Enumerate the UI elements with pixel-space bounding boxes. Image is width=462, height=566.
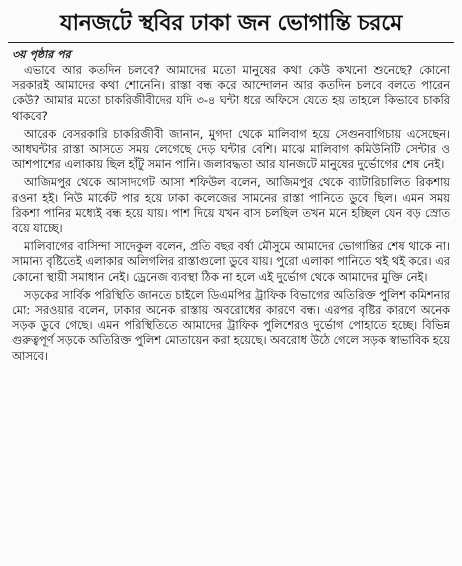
continued-from-label: ৩য় পৃষ্ঠার পর xyxy=(12,48,71,61)
paragraph-3: আজিমপুর থেকে আসাদগেট আসা শফিউল বলেন, আজিমপুর থেকে ব্যাটারিচালিত রিকশায় রওনা হই। নিউ মার্কেট পার হয়ে ঢাকা কলেজের সামনের রাস্তা পানিতে ডুবে ছিল। এমন সময় রিকশা পানির মধ্যেই বন্ধ হয়ে যায়। পাশ দিয়ে যখন বাস চলছিল তখন মনে হচ্ছিল যেন বড় স্রোত বয়ে যাচ্ছে। xyxy=(12,175,450,236)
paragraph-1: এভাবে আর কতদিন চলবে? আমাদের মতো মানুষের কথা কেউ কখনো শুনেছে? কোনো সরকারই আমাদের কথা শোনেনি। রাস্তা বন্ধ করে আন্দোলন আর কতদিন চলবে বলতে পারেন কেউ? আমার মতো চাকরিজীবীদের যদি ৩-৪ ঘন্টা ধরে অফিসে যেতে হয় তাহলে কিভাবে চাকরি থাকবে? xyxy=(12,63,450,123)
paragraph-4: মালিবাগের বাসিন্দা সাদেকুল বলেন, প্রতি বছর বর্ষা মৌসুমে আমাদের ভোগান্তির শেষ থাকে না। সামান্য বৃষ্টিতেই এলাকার অলিগলির রাস্তাগুলো ডুবে যায়। পুরো এলাকা পানিতে থই থই করে। এর কোনো স্থায়ী সমাধান নেই। ড্রেনেজ ব্যবস্থা ঠিক না হলে এই দুর্ভোগ থেকে আমাদের মুক্তি নেই। xyxy=(12,239,450,284)
paragraph-5: সড়কের সার্বিক পরিস্থিতি জানতে চাইলে ডিএমপির ট্রাফিক বিভাগের অতিরিক্ত পুলিশ কমিশনার মো: সরওয়ার বলেন, ঢাকার অনেক রাস্তায় অবরোধের কারণে বন্ধ। এরপর বৃষ্টির কারণে অনেক সড়ক ডুবে গেছে। এমন পরিস্থিতিতে আমাদের ট্রাফিক পুলিশেরও দুর্ভোগ পোহাতে হচ্ছে। বিভিন্ন গুরুত্বপূর্ণ সড়কে অতিরিক্ত পুলিশ মোতায়েন করা হয়েছে। অবরোধ উঠে গেলে সড়ক স্বাভাবিক হয়ে আসবে। xyxy=(12,287,450,363)
paragraph-2: আরেক বেসরকারি চাকরিজীবী জানান, মুগদা থেকে মালিবাগ হয়ে সেগুনবাগিচায় এসেছেন। আধঘন্টার রাস্তা আসতে সময় লেগেছে দেড় ঘন্টার বেশি। মাঝে মালিবাগ কমিউনিটি সেন্টার ও আশপাশের এলাকায় ছিল হাঁটু সমান পানি। জলাবদ্ধতা আর যানজটে মানুষের দুর্ভোগের শেষ নেই। xyxy=(12,126,450,172)
headline: যানজটে স্থবির ঢাকা জন ভোগান্তি চরমে xyxy=(8,6,454,43)
article-body xyxy=(12,63,450,364)
